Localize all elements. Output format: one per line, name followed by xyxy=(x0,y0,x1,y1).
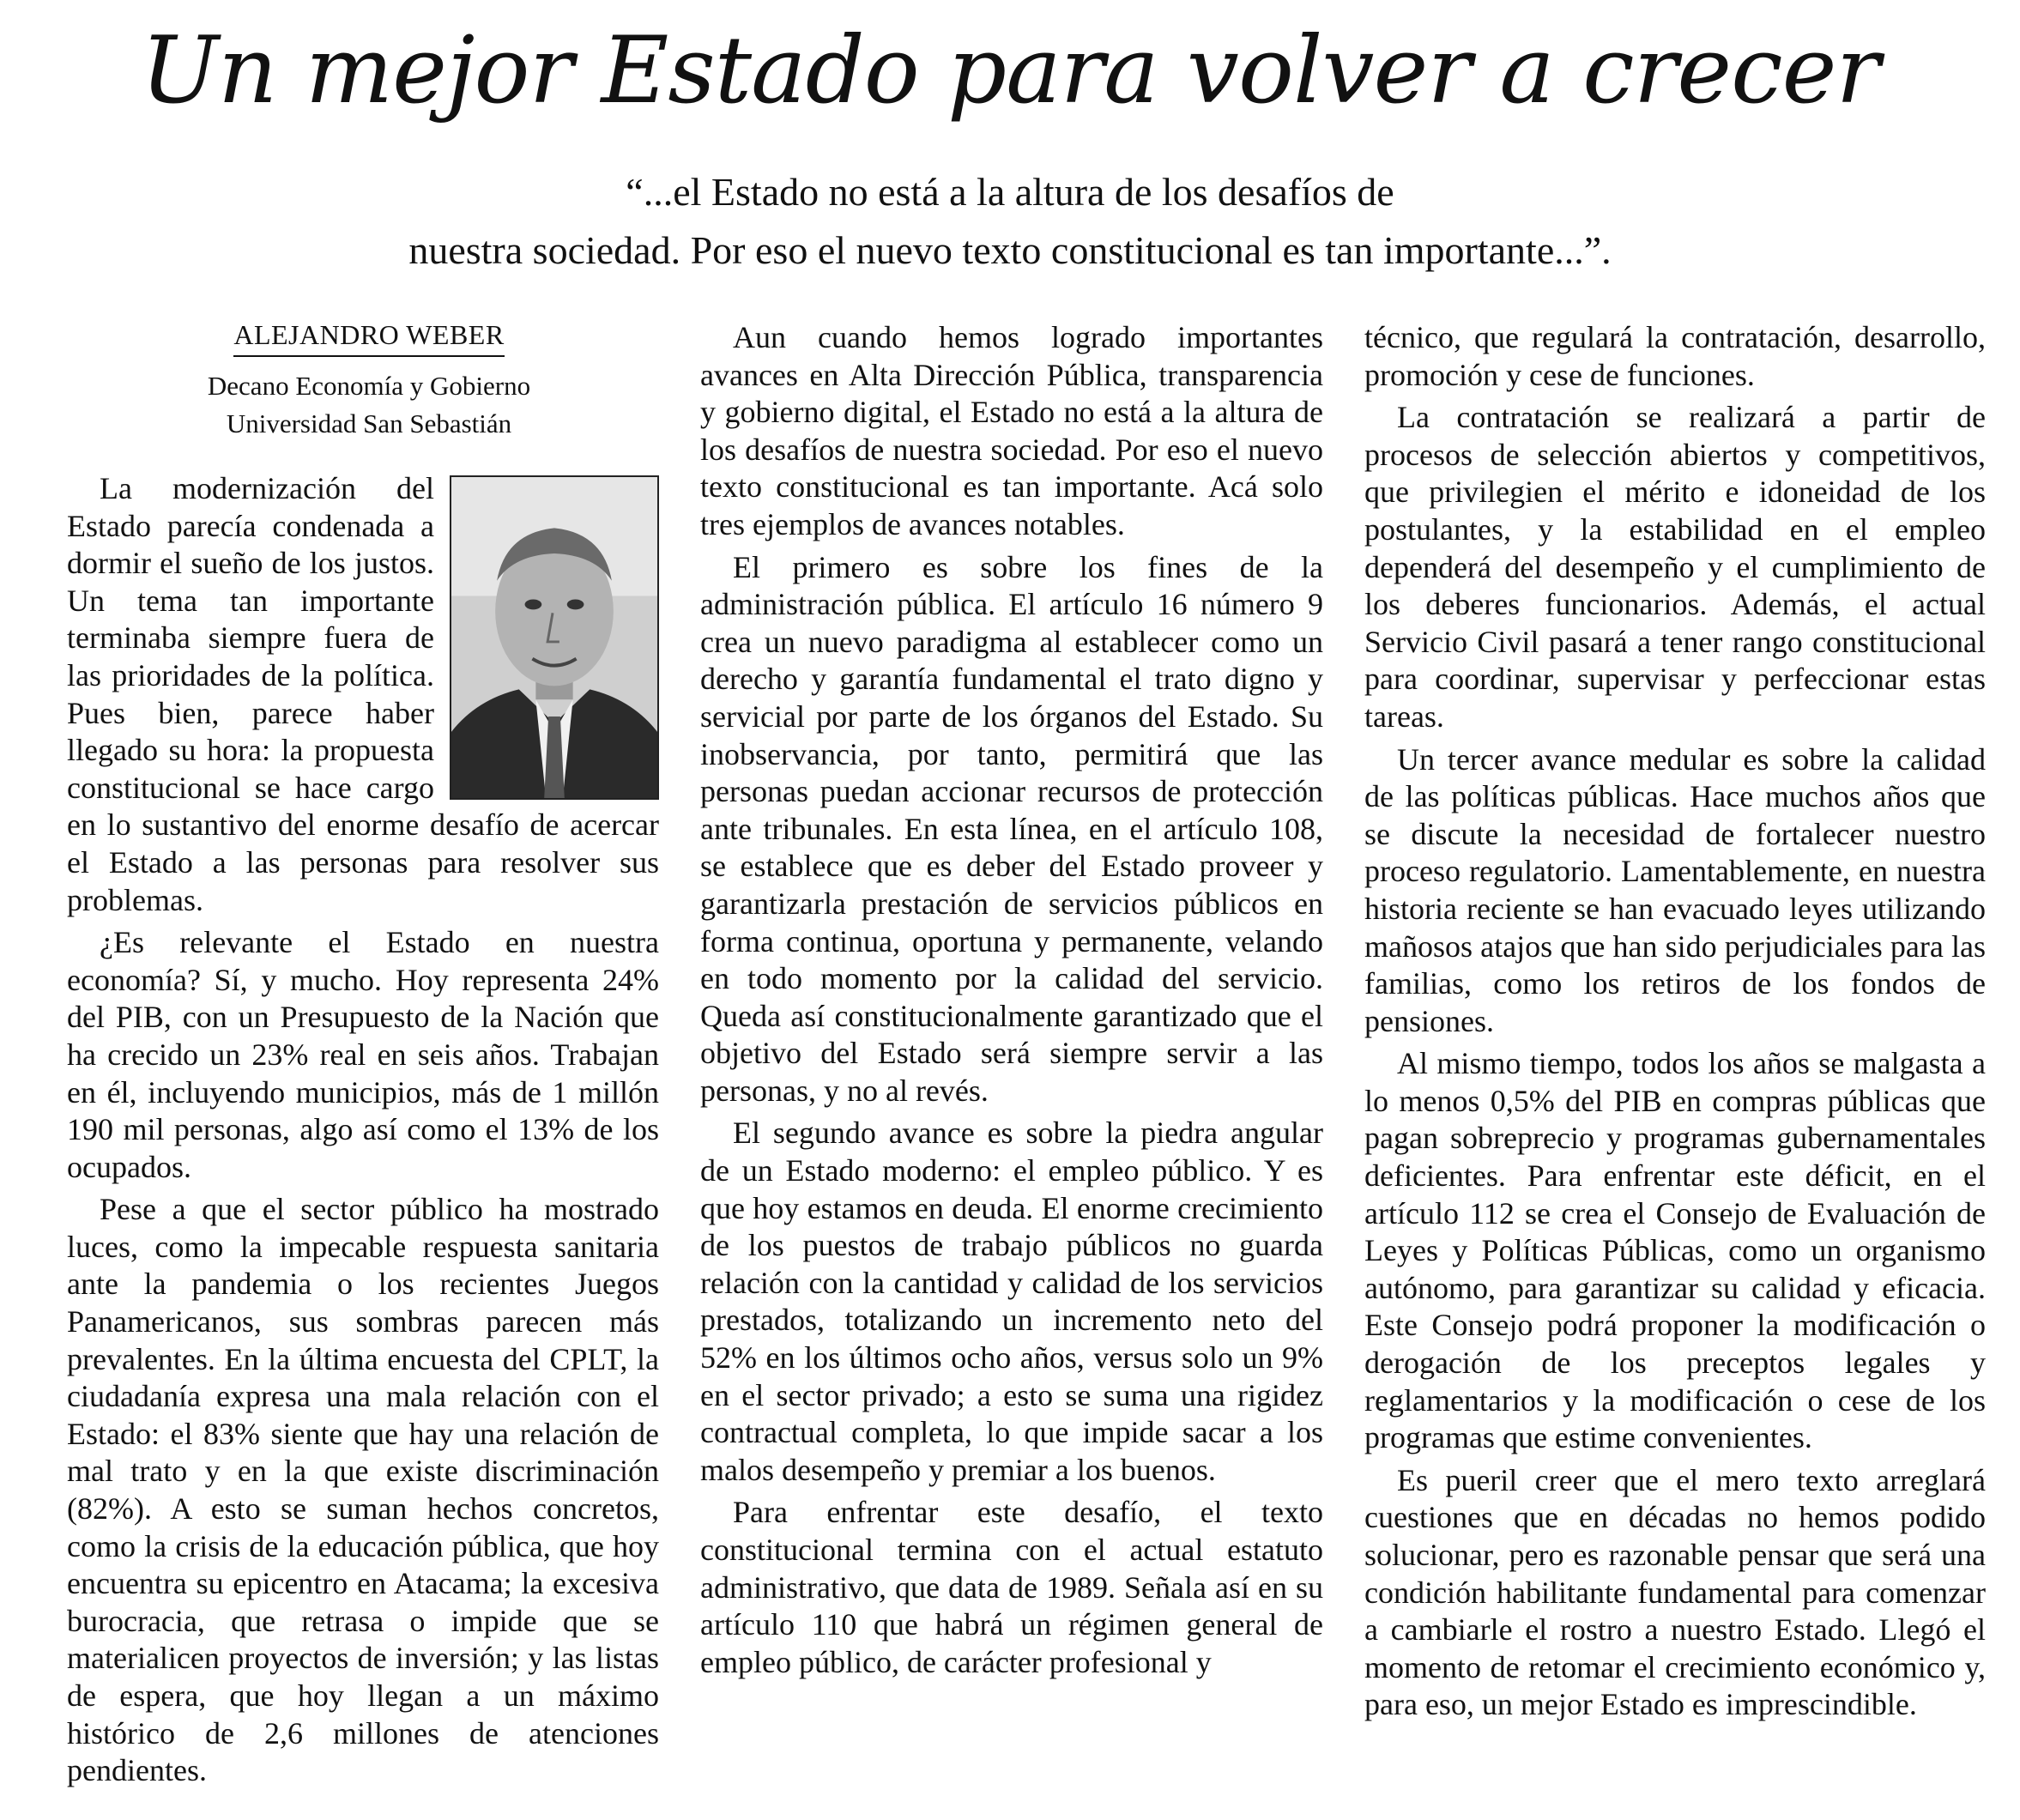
author-name: ALEJANDRO WEBER xyxy=(233,316,504,357)
column-3 xyxy=(1364,319,1986,1799)
pull-quote-line-2: nuestra sociedad. Por eso el nuevo texto constitucional es tan importante...”. xyxy=(408,228,1612,272)
column-2 xyxy=(700,319,1323,1799)
pull-quote-line-1: “...el Estado no está a la altura de los desafíos de xyxy=(626,170,1394,214)
pull-quote xyxy=(0,163,2020,280)
paragraph: Al mismo tiempo, todos los años se malgasta a lo menos 0,5% del PIB en compras públicas que pagan sobreprecio y programas gubernamentales deficientes. Para enfrentar este déficit, en el artículo 112 se crea el Consejo de Evaluación de Leyes y Políticas Públicas, como un organismo autónomo, para garantizar su calidad y eficacia. Este Consejo podrá proponer la modificación o derogación de los preceptos legales y reglamentarios y la modificación o cese de los programas que estime convenientes. xyxy=(1364,1046,1986,1455)
paragraph: Un tercer avance medular es sobre la calidad de las políticas públicas. Hace muchos años que se discute la necesidad de fortalecer nuestro proceso regulatorio. Lamentablemente, en nuestra historia reciente se han evacuado leyes utilizando mañosos atajos que han sido perjudiciales para las familias, como los retiros de los fondos de pensiones. xyxy=(1364,741,1986,1038)
paragraph: ¿Es relevante el Estado en nuestra economía? Sí, y mucho. Hoy representa 24% del PIB, con un Presupuesto de la Nación que ha crecido un 23% real en seis años. Trabajan en él, incluyendo municipios, más de 1 millón 190 mil personas, algo así como el 13% de los ocupados. xyxy=(67,925,659,1184)
byline xyxy=(69,316,669,443)
paragraph: El primero es sobre los fines de la administración pública. El artículo 16 número 9 crea un nuevo paradigma al establecer como un derecho y garantía fundamental el trato digno y servicial por parte de los órganos del Estado. Su inobservancia, por tanto, permitirá que las personas puedan accionar recursos de protección ante tribunales. En esta línea, en el artículo 108, se establece que es deber del Estado proveer y garantizarla prestación de servicios públicos en forma continua, oportuna y permanente, velando en todo momento por la calidad del servicio. Queda así constitucionalmente garantizado que el objetivo del Estado será siempre servir a las personas, y no al revés. xyxy=(700,549,1323,1108)
headline: Un mejor Estado para volver a crecer xyxy=(140,17,1880,124)
paragraph: La modernización del Estado parecía condenada a dormir el sueño de los justos. Un tema tan importante terminaba siempre fuera de las prioridades de la política. Pues bien, parece haber llegado su hora: la propuesta constitucional se hace cargo en lo sustantivo del enorme desafío de acercar el Estado a las personas para resolver sus problemas. xyxy=(67,471,659,917)
author-portrait-icon xyxy=(450,475,659,800)
paragraph: Aun cuando hemos logrado importantes avances en Alta Dirección Pública, transparencia y gobierno digital, el Estado no está a la altura de los desafíos de nuestra sociedad. Por eso el nuevo texto constitucional es tan importante. Acá solo tres ejemplos de avances notables. xyxy=(700,320,1323,541)
paragraph: La contratación se realizará a partir de procesos de selección abiertos y competitivos, que privilegien el mérito e idoneidad de los postulantes, y la estabilidad en el empleo dependerá del desempeño y el cumplimiento de los deberes funcionarios. Además, el actual Servicio Civil pasará a tener rango constitucional para coordinar, supervisar y perfeccionar estas tareas. xyxy=(1364,400,1986,734)
paragraph-continued: técnico, que regulará la contratación, desarrollo, promoción y cese de funciones. xyxy=(1364,320,1986,392)
paragraph: El segundo avance es sobre la piedra angular de un Estado moderno: el empleo público. Y es que hoy estamos en deuda. El enorme crecimiento de los puestos de trabajo públicos no guarda relación con la cantidad y calidad de los servicios prestados, totalizando un incremento neto del 52% en los últimos ocho años, versus solo un 9% en el sector privado; a esto se suma una rigidez contractual completa, lo que impide sacar a los malos desempeño y premiar a los buenos. xyxy=(700,1116,1323,1487)
paragraph: Pese a que el sector público ha mostrado luces, como la impecable respuesta sanitaria ante la pandemia o los recientes Juegos Panamericanos, sus sombras parecen más prevalentes. En la última encuesta del CPLT, la ciudadanía expresa una mala relación con el Estado: el 83% siente que hay una relación de mal trato y en la que existe discriminación (82%). A esto se suman hechos concretos, como la crisis de la educación pública, que hoy encuentra su epicentro en Atacama; la excesiva burocracia, que retrasa o impide que se materialicen proyectos de inversión; y las listas de espera, que hoy llegan a un máximo histórico de 2,6 millones de atenciones pendientes. xyxy=(67,1192,659,1788)
column-1 xyxy=(67,470,659,1796)
author-affiliation: Universidad San Sebastián xyxy=(226,408,512,438)
paragraph: Para enfrentar este desafío, el texto constitucional termina con el actual estatuto administrativo, que data de 1989. Señala así en su artículo 110 que habrá un régimen general de empleo público, de carácter profesional y xyxy=(700,1495,1323,1679)
author-role: Decano Economía y Gobierno xyxy=(207,371,531,401)
paragraph: Es pueril creer que el mero texto arreglará cuestiones que en décadas no hemos podido solucionar, pero es razonable pensar que será una condición habilitante fundamental para comenzar a cambiarle el rostro a nuestro Estado. Llegó el momento de retomar el crecimiento económico y, para eso, un mejor Estado es imprescindible. xyxy=(1364,1462,1986,1722)
